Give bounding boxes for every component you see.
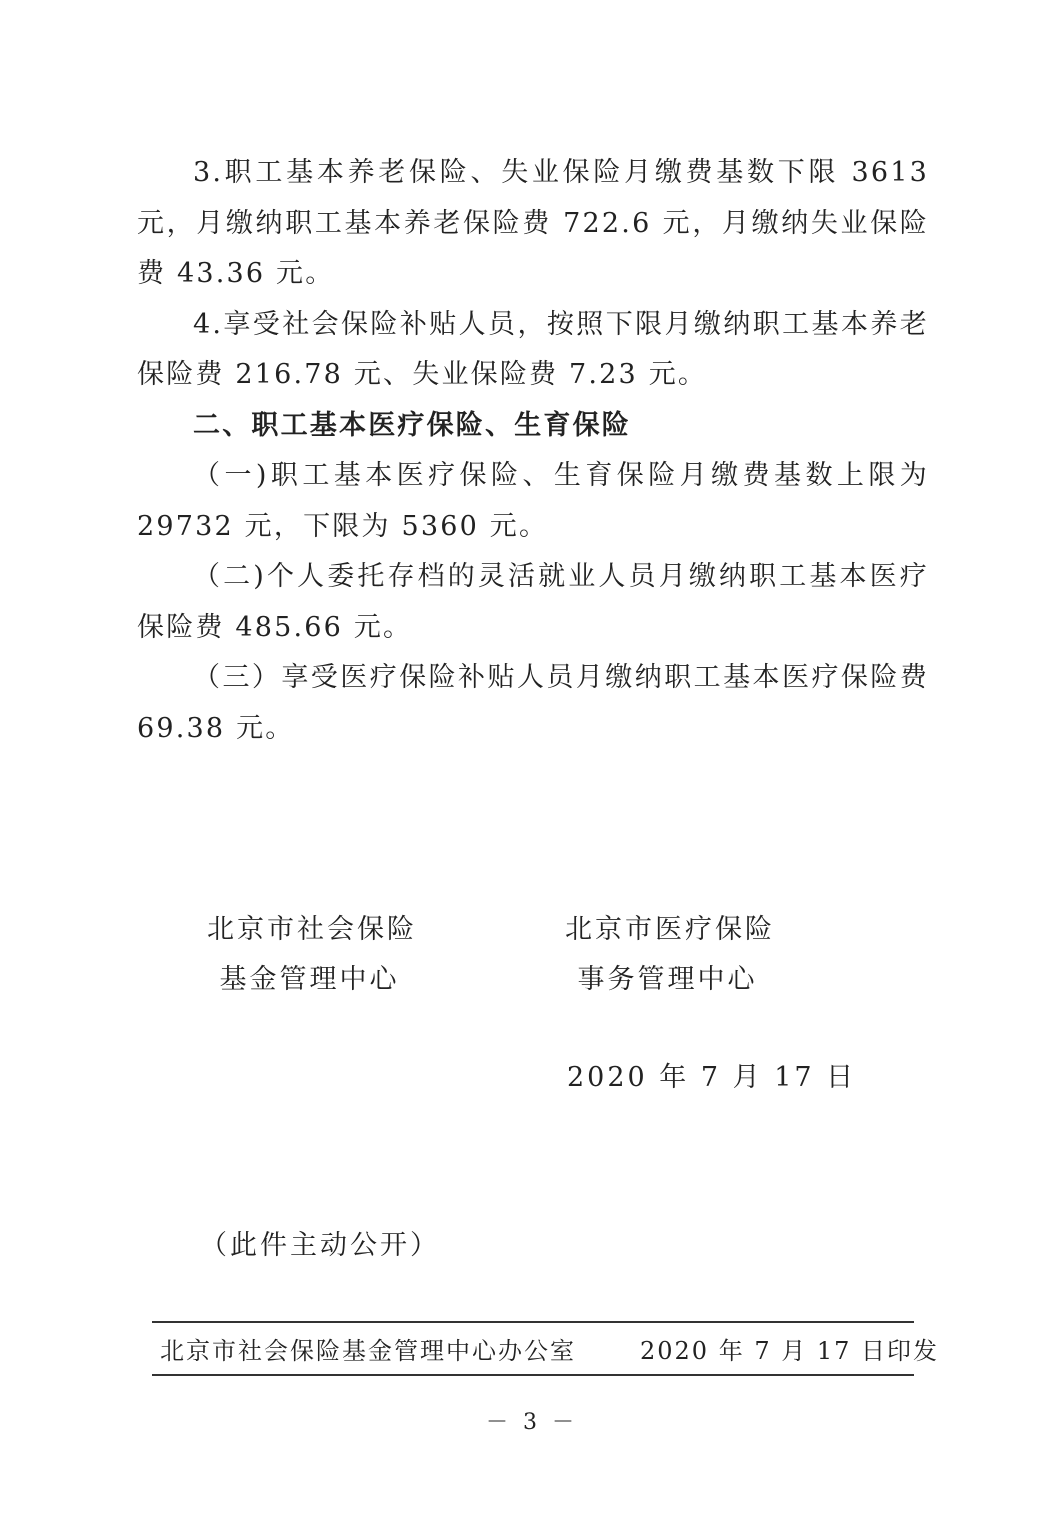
signature-left-line1: 北京市社会保险 — [207, 914, 417, 945]
paragraph-pension-lower-limit: 3.职工基本养老保险、失业保险月缴费基数下限 3613 元，月缴纳职工基本养老保险费 722.6 元，月缴纳失业保险费 43.36 元。 — [137, 157, 929, 289]
signature-medical-insurance-center — [565, 905, 775, 1005]
signature-social-insurance-center — [207, 905, 417, 1005]
paragraph-medical-base-limits: （一)职工基本医疗保险、生育保险月缴费基数上限为 29732 元，下限为 5360 元。 — [137, 460, 929, 542]
paragraph-subsidy-pension: 4.享受社会保险补贴人员，按照下限月缴纳职工基本养老保险费 216.78 元、失业保险费 7.23 元。 — [137, 308, 929, 390]
document-date: 2020 年 7 月 17 日 — [567, 1062, 857, 1093]
footer-issuer: 北京市社会保险基金管理中心办公室 — [160, 1337, 576, 1365]
page-number: － 3 － — [486, 1410, 578, 1435]
section-heading-medical-insurance: 二、职工基本医疗保险、生育保险 — [193, 409, 631, 441]
footer-rule-top — [152, 1321, 914, 1323]
paragraph-subsidy-medical: （三）享受医疗保险补贴人员月缴纳职工基本医疗保险费 69.38 元。 — [137, 662, 929, 744]
signature-right-line1: 北京市医疗保险 — [565, 914, 775, 945]
disclosure-note: （此件主动公开） — [200, 1230, 440, 1261]
footer-issue-date: 2020 年 7 月 17 日印发 — [640, 1337, 940, 1365]
signature-left-line2: 基金管理中心 — [219, 964, 400, 995]
signature-right-line2: 事务管理中心 — [577, 964, 758, 995]
footer-rule-bottom — [152, 1374, 914, 1376]
paragraph-flexible-employment-medical: （二)个人委托存档的灵活就业人员月缴纳职工基本医疗保险费 485.66 元。 — [137, 561, 929, 643]
document-body — [137, 148, 929, 754]
